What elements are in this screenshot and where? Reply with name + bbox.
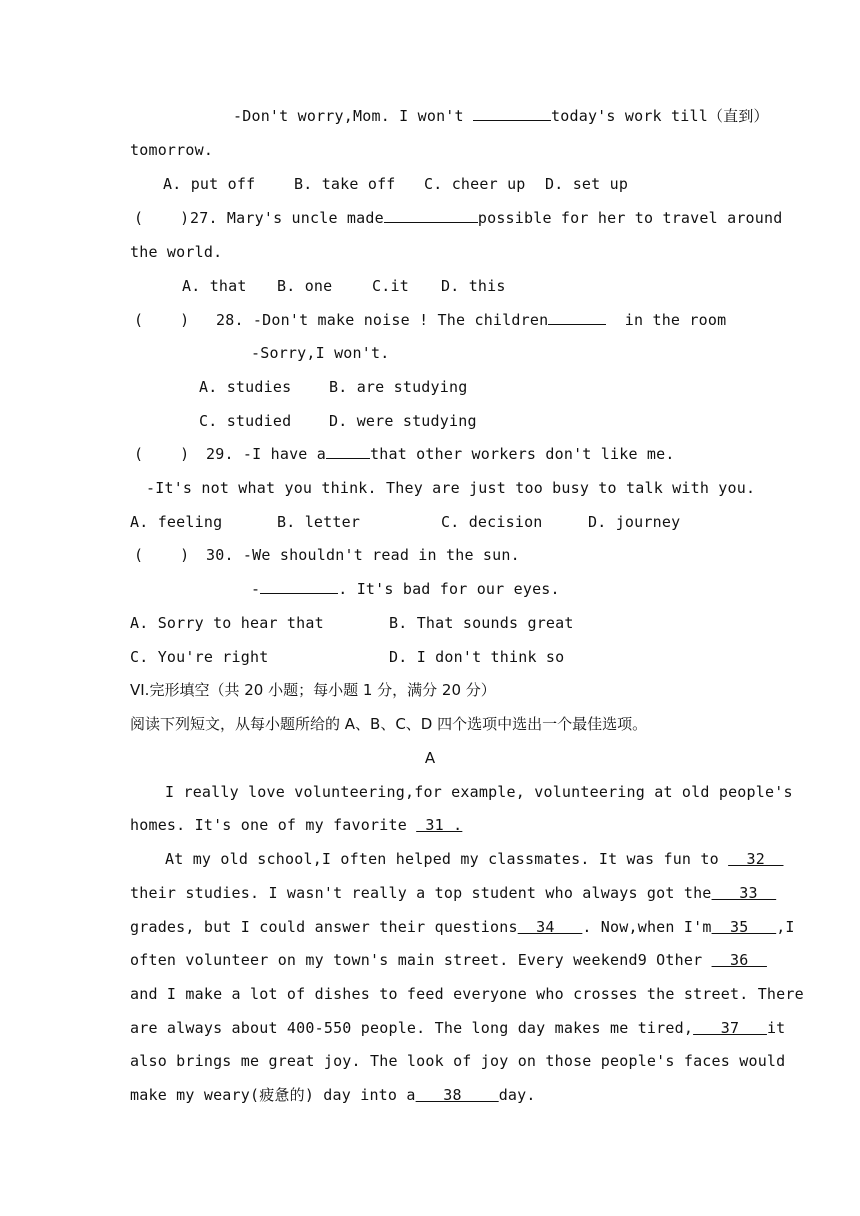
q27-option-a: A. that: [182, 277, 247, 295]
passage-line-10-end: day.: [498, 1086, 536, 1104]
passage-line-10-text: make my weary(疲惫的) day into a: [130, 1086, 416, 1104]
blank-32: 32: [728, 850, 784, 868]
q30-reply-line: [251, 579, 560, 599]
blank-36: 36: [711, 951, 767, 969]
q26-option-d: D. set up: [545, 175, 629, 193]
passage-line-10: [130, 1085, 536, 1105]
q29-line: [206, 444, 675, 464]
q29-option-a: A. feeling: [130, 513, 223, 531]
q29-prefix: 29. -I have a: [206, 445, 326, 463]
q30-option-d: D. I don't think so: [389, 648, 565, 666]
passage-line-6-text: often volunteer on my town's main street. Every weekend9 Other: [130, 951, 703, 969]
passage-line-4: [130, 883, 776, 903]
passage-line-1: I really love volunteering,for example, volunteering at old people's: [165, 783, 793, 801]
q26-after-blank: today's work till（直到）: [551, 107, 769, 125]
passage-line-2: [130, 815, 462, 835]
blank-37: 37: [693, 1019, 767, 1037]
q26-continuation: tomorrow.: [130, 141, 214, 159]
q27-option-d: D. this: [441, 277, 506, 295]
blank-31: 31 .: [416, 816, 463, 834]
blank-33: 33: [711, 884, 777, 902]
q30-option-b: B. That sounds great: [389, 614, 574, 632]
q27-line: [190, 208, 782, 228]
q29-paren: ( ): [134, 445, 190, 463]
passage-line-6: [130, 950, 767, 970]
passage-line-7: and I make a lot of dishes to feed everyone who crosses the street. There: [130, 985, 804, 1003]
passage-line-8-end: it: [766, 1019, 786, 1037]
passage-line-8: [130, 1018, 785, 1038]
q28-option-c: C. studied: [199, 412, 292, 430]
blank-34: 34: [517, 918, 583, 936]
blank-38: 38: [415, 1086, 499, 1104]
q28-reply: -Sorry,I won't.: [251, 344, 390, 362]
q28-prefix: 28. -Don't make noise ! The children: [216, 311, 549, 329]
q30-reply-dash: -: [251, 580, 261, 598]
q28-option-a: A. studies: [199, 378, 292, 396]
q29-after-blank: that other workers don't like me.: [370, 445, 675, 463]
blank-35: 35: [711, 918, 777, 936]
passage-label: A: [424, 749, 436, 767]
q26-option-b: B. take off: [294, 175, 396, 193]
q27-blank: [384, 208, 478, 223]
q28-blank: [548, 310, 606, 325]
q27-option-c: C.it: [372, 277, 409, 295]
q29-option-c: C. decision: [441, 513, 543, 531]
passage-line-4-text: their studies. I wasn't really a top student who always got the: [130, 884, 712, 902]
q27-continuation: the world.: [130, 243, 223, 261]
q26-option-c: C. cheer up: [424, 175, 526, 193]
q27-prefix: 27. Mary's uncle made: [190, 209, 384, 227]
q30-reply-after: . It's bad for our eyes.: [338, 580, 560, 598]
q29-option-d: D. journey: [588, 513, 681, 531]
passage-line-5-end: ,I: [776, 918, 795, 936]
passage-line-5-text: grades, but I could answer their questions: [130, 918, 518, 936]
q27-option-b: B. one: [277, 277, 333, 295]
q26-dialog-line: [233, 106, 769, 126]
q26-option-a: A. put off: [163, 175, 256, 193]
q30-option-c: C. You're right: [130, 648, 269, 666]
q28-after-blank: in the room: [624, 311, 727, 329]
passage-line-5: [130, 917, 795, 937]
q27-paren: ( ): [134, 209, 190, 227]
passage-line-9: also brings me great joy. The look of joy on those people's faces would: [130, 1052, 786, 1070]
q28-option-b: B. are studying: [329, 378, 468, 396]
q29-blank: [326, 444, 370, 459]
passage-line-8-text: are always about 400-550 people. The long day makes me tired,: [130, 1019, 694, 1037]
passage-line-3-text: At my old school,I often helped my classmates. It was fun to: [165, 850, 719, 868]
q26-dialog: -Don't worry,Mom. I won't: [233, 107, 464, 125]
q26-blank: [473, 106, 551, 121]
q29-option-b: B. letter: [277, 513, 361, 531]
q29-reply: -It's not what you think. They are just too busy to talk with you.: [146, 479, 756, 497]
passage-line-5-mid: . Now,when I'm: [582, 918, 712, 936]
q30-blank: [260, 579, 338, 594]
passage-line-2-text: homes. It's one of my favorite: [130, 816, 407, 834]
passage-line-3: [165, 849, 783, 869]
q27-after-blank: possible for her to travel around: [477, 209, 783, 227]
q28-option-d: D. were studying: [329, 412, 477, 430]
q28-line: [216, 310, 726, 330]
q30-option-a: A. Sorry to hear that: [130, 614, 324, 632]
q30-prompt: 30. -We shouldn't read in the sun.: [206, 546, 520, 564]
q30-paren: ( ): [134, 546, 190, 564]
q28-paren: ( ): [134, 311, 190, 329]
section-title: VI.完形填空（共 20 小题；每小题 1 分，满分 20 分）: [130, 681, 496, 699]
section-instruction: 阅读下列短文，从每小题所给的 A、B、C、D 四个选项中选出一个最佳选项。: [130, 715, 648, 733]
